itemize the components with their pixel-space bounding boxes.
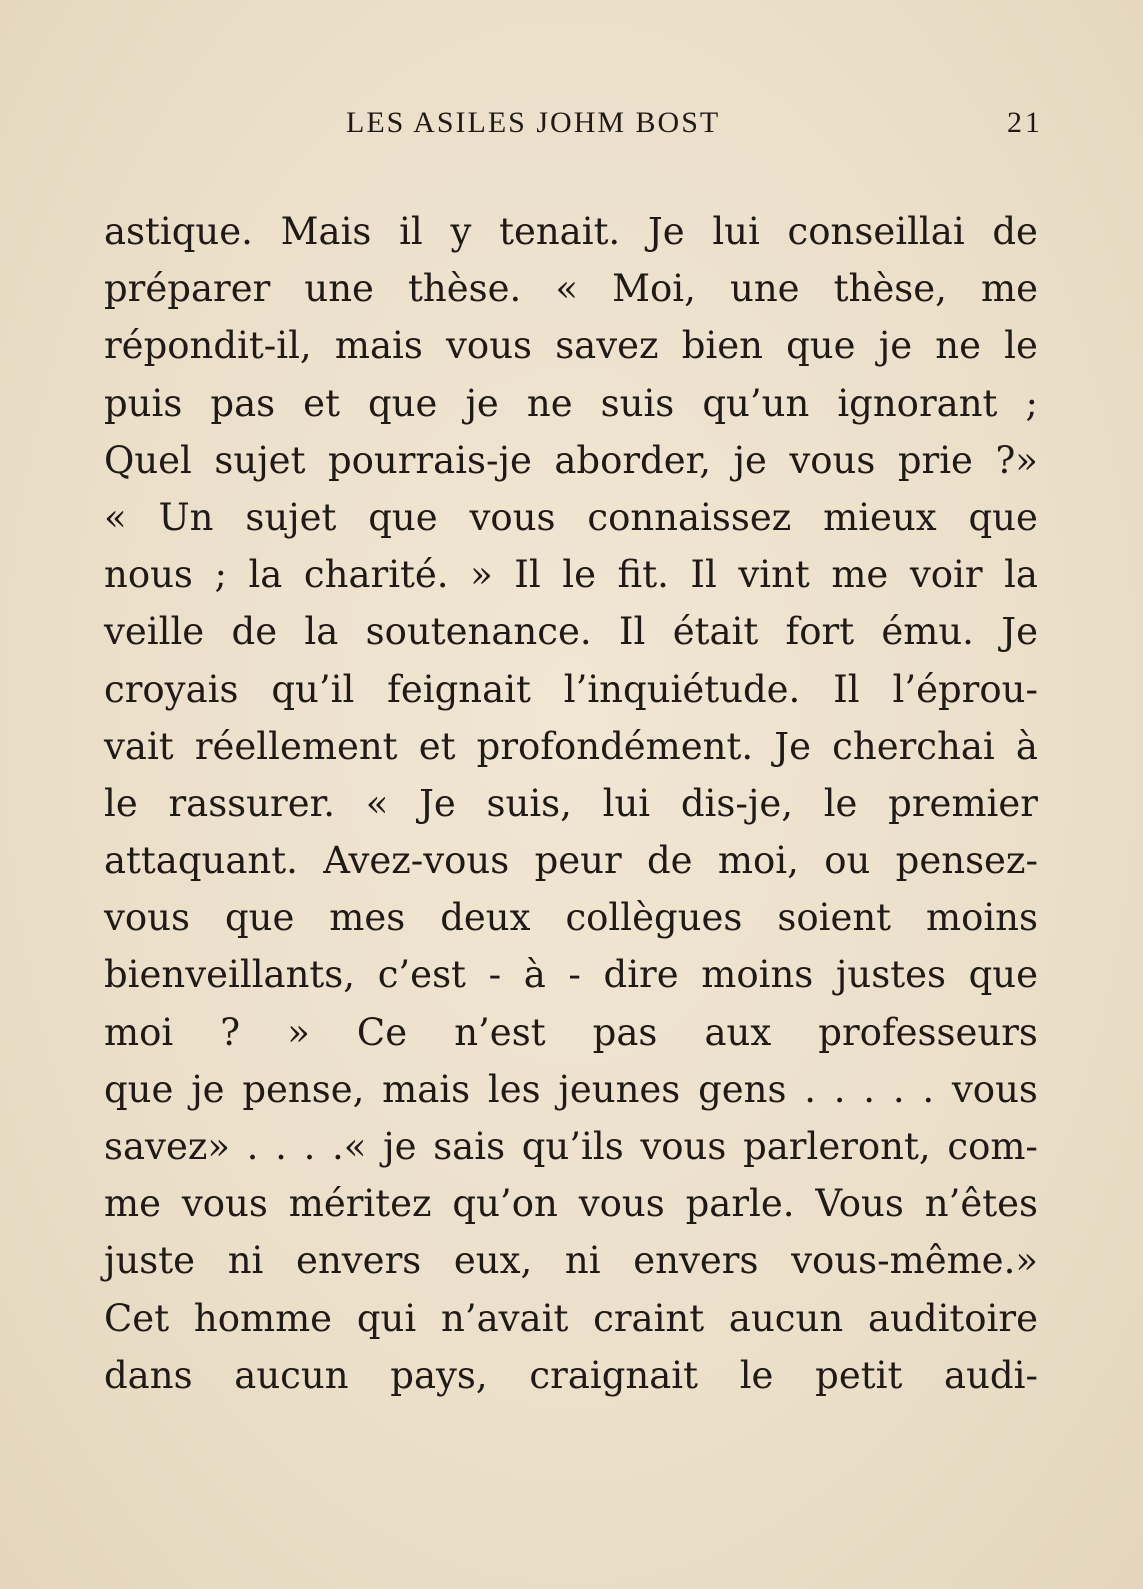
text-line: que je pense, mais les jeunes gens . . . . . vous: [104, 1067, 1038, 1111]
text-line: puis pas et que je ne suis qu’un ignorant ;: [104, 381, 1038, 425]
text-line: répondit-il, mais vous savez bien que je ne le: [104, 324, 1038, 368]
text-line: Quel sujet pourrais-je aborder, je vous prie ?»: [104, 438, 1038, 482]
text-line: le rassurer. « Je suis, lui dis-je, le premier: [104, 781, 1038, 825]
text-line: dans aucun pays, craignait le petit audi-: [104, 1353, 1038, 1397]
text-line: vous que mes deux collègues soient moins: [104, 896, 1038, 940]
text-line: croyais qu’il feignait l’inquiétude. Il l’éprou-: [104, 667, 1038, 711]
running-head: [0, 103, 1143, 143]
text-line: me vous méritez qu’on vous parle. Vous n’êtes: [104, 1182, 1038, 1226]
text-line: savez» . . . .« je sais qu’ils vous parleront, com-: [104, 1125, 1038, 1168]
text-line: moi ? » Ce n’est pas aux professeurs: [104, 1010, 1038, 1054]
page-number: 21: [1007, 106, 1043, 139]
text-line: Cet homme qui n’avait craint aucun auditoire: [104, 1296, 1038, 1340]
text-line: bienveillants, c’est - à - dire moins justes que: [104, 953, 1038, 997]
text-line: nous ; la charité. » Il le fit. Il vint me voir la: [104, 553, 1038, 597]
text-line: juste ni envers eux, ni envers vous-même.»: [104, 1239, 1038, 1283]
text-line: attaquant. Avez-vous peur de moi, ou pensez-: [104, 839, 1038, 883]
text-line: vait réellement et profondément. Je cherchai à: [104, 724, 1038, 768]
body-text: [104, 203, 1038, 1404]
running-title: LES ASILES JOHM BOST: [346, 106, 721, 139]
text-line: « Un sujet que vous connaissez mieux que: [104, 495, 1038, 539]
text-line: astique. Mais il y tenait. Je lui conseillai de: [104, 210, 1038, 253]
text-line: veille de la soutenance. Il était fort ému. Je: [104, 610, 1038, 654]
text-line: préparer une thèse. « Moi, une thèse, me: [104, 267, 1038, 311]
